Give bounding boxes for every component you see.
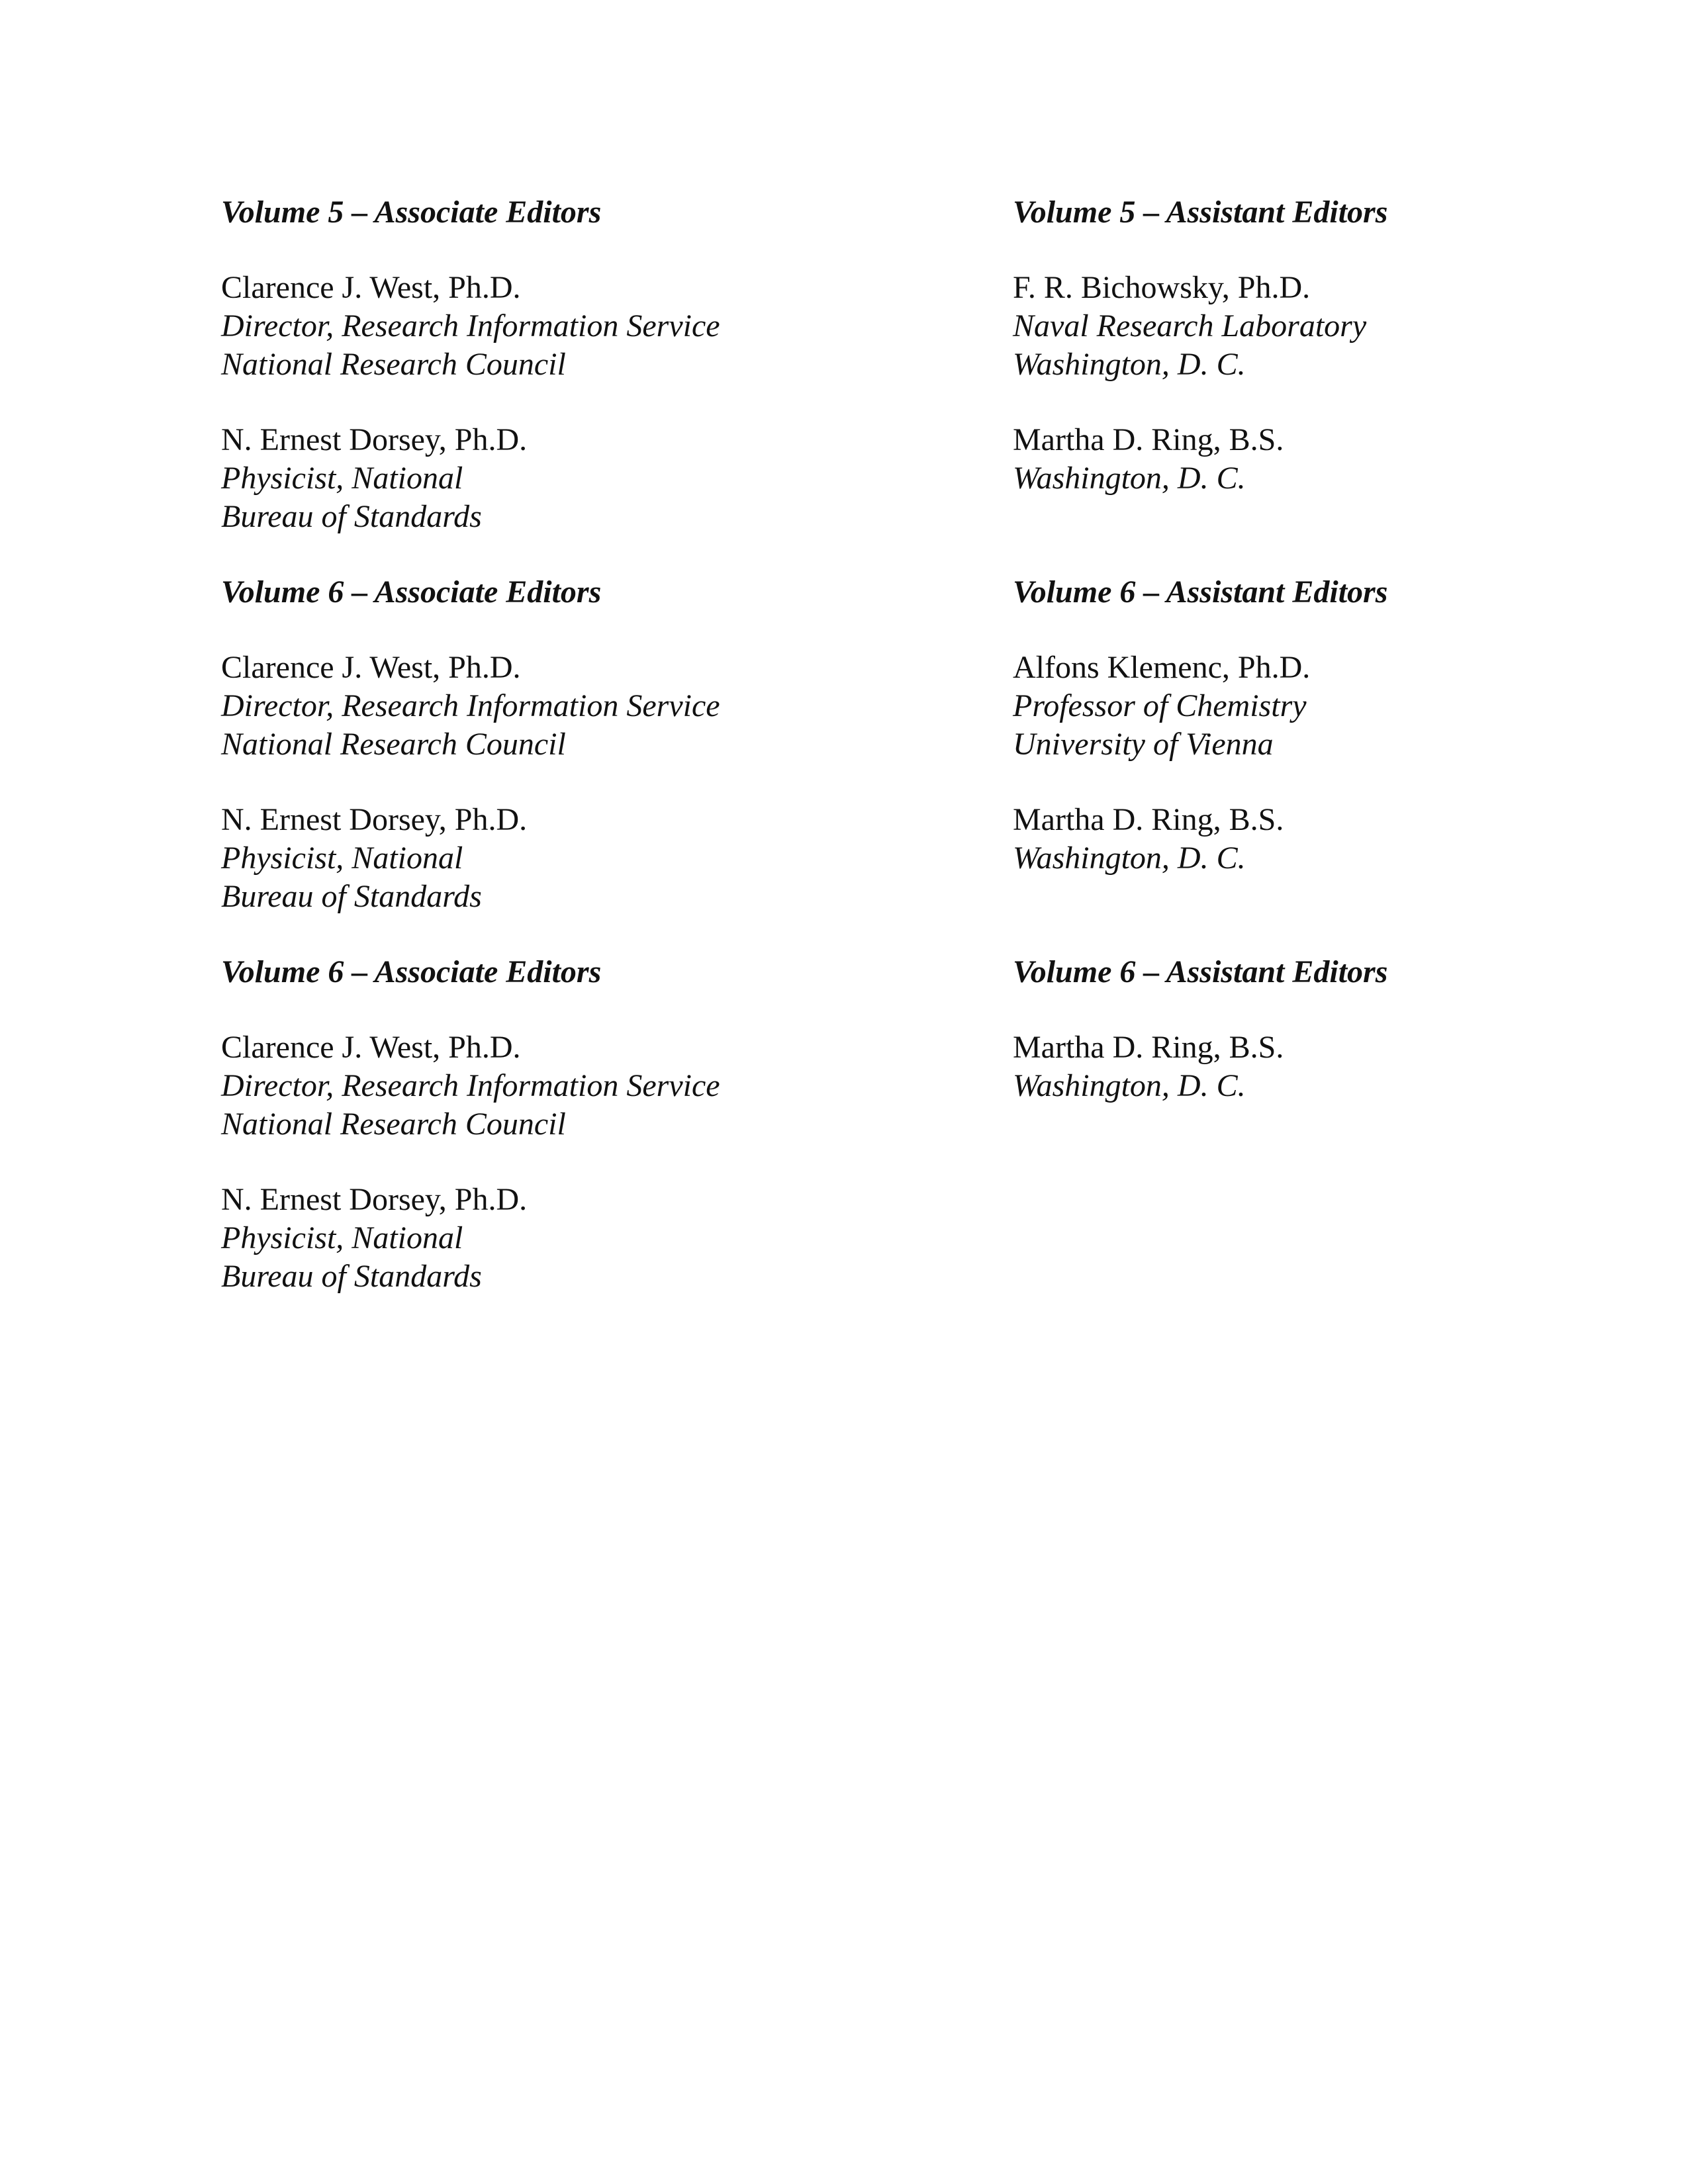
editor-affiliation: Washington, D. C. bbox=[1013, 347, 1246, 382]
editor-affiliation: Naval Research Laboratory bbox=[1013, 308, 1367, 343]
editor-entry bbox=[1013, 801, 1688, 878]
editor-section bbox=[1013, 573, 1688, 953]
editor-affiliation: University of Vienna bbox=[1013, 727, 1274, 762]
editor-entry bbox=[221, 269, 916, 384]
editor-section bbox=[221, 573, 916, 953]
editor-affiliation: National Research Council bbox=[221, 727, 566, 762]
editor-name: N. Ernest Dorsey, Ph.D. bbox=[221, 422, 528, 457]
editor-affiliation: Physicist, National bbox=[221, 841, 463, 876]
section-heading: Volume 5 – Assistant Editors bbox=[1013, 195, 1388, 230]
section-heading: Volume 5 – Associate Editors bbox=[221, 195, 602, 230]
section-heading: Volume 6 – Associate Editors bbox=[221, 954, 602, 989]
editor-entry bbox=[1013, 1028, 1688, 1105]
editor-name: N. Ernest Dorsey, Ph.D. bbox=[221, 802, 528, 837]
editor-entry bbox=[221, 421, 916, 536]
editor-entry bbox=[221, 801, 916, 916]
editor-entry bbox=[221, 1028, 916, 1144]
editor-affiliation: Director, Research Information Service bbox=[221, 308, 720, 343]
left-column bbox=[221, 193, 916, 1333]
editor-affiliation: Director, Research Information Service bbox=[221, 1068, 720, 1103]
editor-entry bbox=[1013, 421, 1688, 498]
editor-name: Clarence J. West, Ph.D. bbox=[221, 270, 521, 305]
right-column bbox=[1013, 193, 1688, 1333]
editor-entry bbox=[1013, 269, 1688, 384]
editor-name: N. Ernest Dorsey, Ph.D. bbox=[221, 1182, 528, 1217]
editor-affiliation: Director, Research Information Service bbox=[221, 688, 720, 723]
editor-affiliation: Physicist, National bbox=[221, 461, 463, 496]
editor-affiliation: National Research Council bbox=[221, 1107, 566, 1142]
section-heading: Volume 6 – Associate Editors bbox=[221, 574, 602, 610]
editor-affiliation: Physicist, National bbox=[221, 1220, 463, 1255]
editor-section bbox=[1013, 953, 1688, 1333]
editor-name: Clarence J. West, Ph.D. bbox=[221, 1030, 521, 1065]
editor-entry bbox=[221, 649, 916, 764]
editor-affiliation: Bureau of Standards bbox=[221, 879, 482, 914]
editor-affiliation: Professor of Chemistry bbox=[1013, 688, 1307, 723]
editor-section bbox=[221, 953, 916, 1333]
editor-affiliation: Washington, D. C. bbox=[1013, 461, 1246, 496]
editor-affiliation: Bureau of Standards bbox=[221, 499, 482, 534]
editor-entry bbox=[1013, 649, 1688, 764]
editor-entry bbox=[221, 1181, 916, 1296]
editor-affiliation: Bureau of Standards bbox=[221, 1259, 482, 1294]
editor-name: Martha D. Ring, B.S. bbox=[1013, 802, 1284, 837]
editor-affiliation: National Research Council bbox=[221, 347, 566, 382]
editor-section bbox=[221, 193, 916, 573]
section-heading: Volume 6 – Assistant Editors bbox=[1013, 574, 1388, 610]
editor-name: Clarence J. West, Ph.D. bbox=[221, 650, 521, 685]
editor-name: Alfons Klemenc, Ph.D. bbox=[1013, 650, 1311, 685]
editor-name: Martha D. Ring, B.S. bbox=[1013, 422, 1284, 457]
editor-name: F. R. Bichowsky, Ph.D. bbox=[1013, 270, 1311, 305]
editor-name: Martha D. Ring, B.S. bbox=[1013, 1030, 1284, 1065]
editor-section bbox=[1013, 193, 1688, 573]
editor-affiliation: Washington, D. C. bbox=[1013, 841, 1246, 876]
section-heading: Volume 6 – Assistant Editors bbox=[1013, 954, 1388, 989]
editor-affiliation: Washington, D. C. bbox=[1013, 1068, 1246, 1103]
